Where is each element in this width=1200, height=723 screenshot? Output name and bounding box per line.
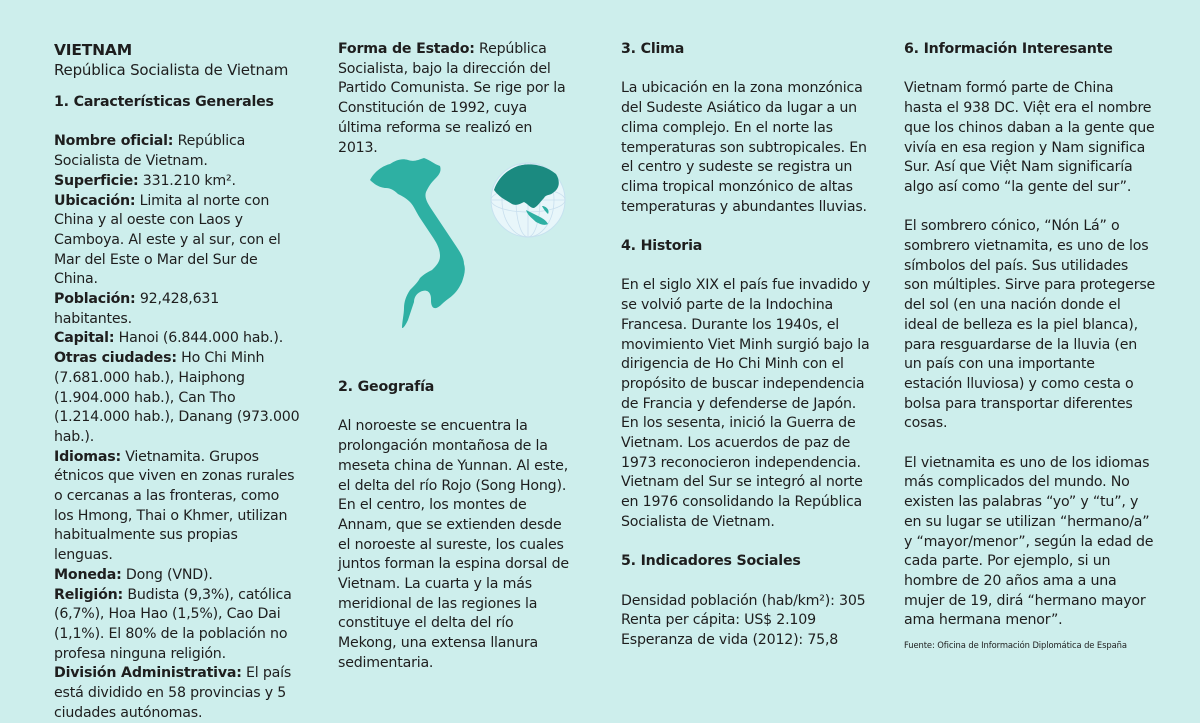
climate-text: La ubicación en la zona monzónica del Sudeste Asiático da lugar a un clima complejo. En el norte las temperaturas son subtropicales. En el centro y sudeste se registra un clima tropical monzónico de altas temperaturas y abundantes lluvias. (621, 80, 867, 215)
fact-value: Ho Chi Minh (7.681.000 hab.), Haiphong (1.904.000 hab.), Can Tho (1.214.000 hab.), Danang (973.000 hab.). (54, 350, 300, 445)
fact-item (54, 566, 300, 586)
column-interesting (904, 40, 1156, 631)
section-heading-interesting: 6. Información Interesante (904, 41, 1113, 57)
fact-item (54, 448, 300, 566)
fact-label: Idiomas: (54, 448, 121, 465)
fact-value: Budista (9,3%), católica (6,7%), Hoa Hao (1,5%), Cao Dai (1,1%). El 80% de la población no profesa ninguna religión. (54, 586, 292, 662)
government-text: República Socialista, bajo la dirección del Partido Comunista. Se rige por la Constitución de 1992, cuya última reforma se realizó en 2013. (338, 41, 566, 156)
fact-value: República Socialista de Vietnam. (54, 133, 246, 170)
fact-value: 331.210 km². (138, 172, 236, 189)
fact-value: Dong (VND). (121, 566, 213, 583)
column-climate-history (621, 40, 871, 651)
fact-label: Religión: (54, 586, 124, 603)
fact-label: Nombre oficial: (54, 133, 174, 150)
geography-text: Al noroeste se encuentra la prolongación montañosa de la meseta china de Yunnan. Al este, el delta del río Rojo (Song Hong). En el centro, los montes de Annam, que se extienden desde el noroeste al sureste, los cuales juntos forman la espina dorsal de Vietnam. La cuarta y la más meridional de las regiones la constituye el delta del río Mekong, una extensa llanura sedimentaria. (338, 418, 569, 671)
section-heading-geography: 2. Geografía (338, 379, 435, 395)
government-label: Forma de Estado: (338, 41, 475, 57)
fact-item (54, 586, 300, 665)
fact-value: Hanoi (6.844.000 hab.). (114, 330, 284, 347)
geography-section (338, 378, 570, 674)
page-title: VIETNAM (54, 41, 132, 59)
section-heading-history: 4. Historia (621, 238, 703, 254)
fact-item (54, 192, 300, 291)
indicator-line: Esperanza de vida (2012): 75,8 (621, 632, 839, 649)
fact-item (54, 349, 300, 448)
general-facts-list (54, 132, 300, 723)
fact-value: 92,428,631 habitantes. (54, 291, 220, 327)
source-credit: Fuente: Oficina de Información Diplomática de España (904, 640, 1127, 650)
interesting-paragraph: El sombrero cónico, “Nón Lá” o sombrero vietnamita, es uno de los símbolos del país. Sus utilidades son múltiples. Sirve para protegerse del sol (en una nación donde el ideal de belleza es la piel blanca), para resguardarse de la lluvia (en un país con una importante estación lluviosa) y como cesta o bolsa para transportar diferentes cosas. (904, 218, 1156, 432)
fact-item (54, 132, 300, 171)
indicator-line: Renta per cápita: US$ 2.109 (621, 612, 816, 629)
history-text: En el siglo XIX el país fue invadido y se volvió parte de la Indochina Francesa. Durante los 1940s, el movimiento Viet Minh surgió bajo la dirigencia de Ho Chi Minh con el propósito de buscar independencia de Francia y defenderse de Japón. En los sesenta, inició la Guerra de Vietnam. Los acuerdos de paz de 1973 reconocieron independencia. Vietnam del Sur se integró al norte en 1976 consolidando la República Socialista de Vietnam. (621, 277, 871, 530)
fact-label: Moneda: (54, 566, 122, 583)
fact-value: Vietnamita. Grupos étnicos que viven en zonas rurales o cercanas a las fronteras, como los Hmong, Thai o Khmer, utilizan habitualmente sus propias lenguas. (54, 448, 295, 564)
fact-item (54, 172, 300, 192)
section-heading-climate: 3. Clima (621, 41, 685, 57)
fact-item (54, 664, 300, 723)
vietnam-map-icon (368, 158, 468, 330)
fact-value: El país está dividido en 58 provincias y 5 ciudades autónomas. (54, 665, 292, 721)
fact-label: Capital: (54, 330, 115, 347)
column-government-geography (338, 40, 570, 158)
government-paragraph (338, 40, 570, 158)
fact-item (54, 290, 300, 329)
indicators-list (621, 592, 871, 651)
fact-label: Ubicación: (54, 192, 136, 209)
fact-label: Otras ciudades: (54, 350, 177, 367)
page-subtitle: República Socialista de Vietnam (54, 61, 289, 79)
interesting-paragraph: Vietnam formó parte de China hasta el 938 DC. Việt era el nombre que los chinos daban a la gente que vivía en esa region y Nam significa Sur. Así que Việt Nam significaría algo así como “la gente del sur”. (904, 80, 1155, 195)
column-general (54, 40, 300, 723)
indicator-line: Densidad población (hab/km²): 305 (621, 592, 866, 609)
section-heading-indicators: 5. Indicadores Sociales (621, 553, 801, 570)
fact-item (54, 329, 300, 349)
fact-label: División Administrativa: (54, 665, 242, 682)
fact-value: Limita al norte con China y al oeste con Laos y Camboya. Al este y al sur, con el Mar del Este o Mar del Sur de China. (54, 192, 281, 288)
globe-icon (488, 160, 568, 240)
section-heading-general: 1. Características Generales (54, 94, 274, 110)
fact-label: Población: (54, 291, 136, 308)
interesting-paragraph: El vietnamita es uno de los idiomas más complicados del mundo. No existen las palabras “yo” y “tu”, y en su lugar se utilizan “hermano/a” y “mayor/menor”, según la edad de cada parte. Por ejemplo, si un hombre de 20 años ama a una mujer de 19, dirá “hermano mayor ama hermana menor”. (904, 454, 1154, 629)
fact-label: Superficie: (54, 172, 139, 189)
